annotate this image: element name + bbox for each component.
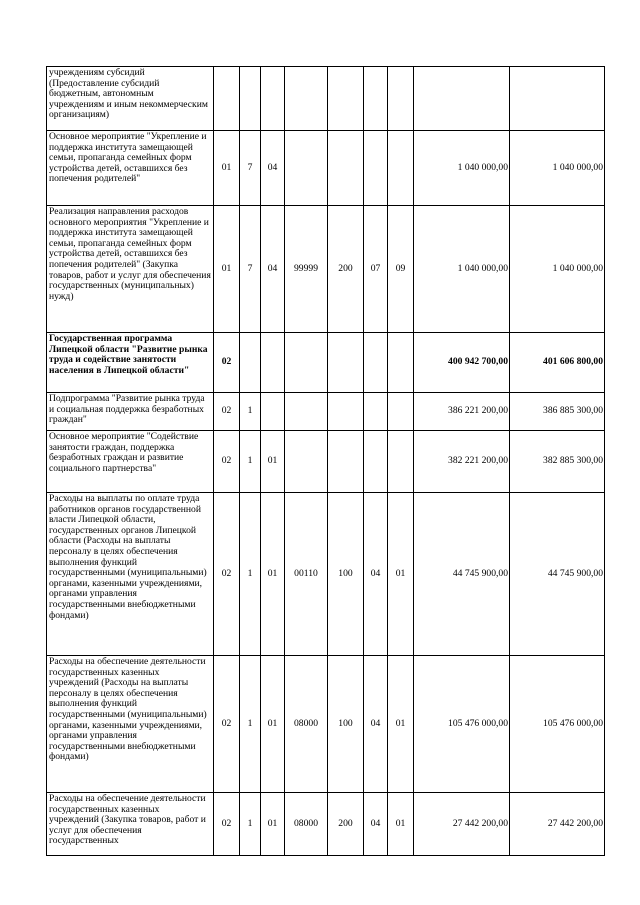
row-description: Расходы на выплаты по оплате труда работников органов государственной власти Липецкой области, государственных органов Липецкой области (Расходы на выплаты персоналу в целях обеспечения выполнения функций государственными (муниципальными) органами, казенными учреждениями, органами управления государственными внебюджетными фондами): [47, 493, 214, 656]
direction-code: 08000: [285, 793, 328, 856]
amount-year-1: 386 221 200,00: [414, 393, 510, 431]
amount-year-1: 400 942 700,00: [414, 333, 510, 393]
program-code: 02: [214, 793, 240, 856]
row-description: учреждениям субсидий (Предоставление субсидий бюджетным, автономным учреждениям и иным некоммерческим организациям): [47, 67, 214, 131]
table-row: [47, 431, 605, 493]
subsection-code: [388, 67, 414, 131]
row-description: Государственная программа Липецкой области "Развитие рынка труда и содействие занятости населения в Липецкой области": [47, 333, 214, 393]
subprogram-code: [240, 67, 261, 131]
table-row: [47, 793, 605, 856]
amount-year-1: 44 745 900,00: [414, 493, 510, 656]
activity-code: 01: [261, 793, 285, 856]
program-code: 02: [214, 333, 240, 393]
table-row: [47, 333, 605, 393]
subprogram-code: 1: [240, 393, 261, 431]
direction-code: [285, 333, 328, 393]
table-row: [47, 393, 605, 431]
amount-year-2: 386 885 300,00: [510, 393, 605, 431]
table-row: [47, 493, 605, 656]
budget-table-body: [47, 67, 605, 856]
activity-code: [261, 393, 285, 431]
amount-year-2: 27 442 200,00: [510, 793, 605, 856]
direction-code: [285, 393, 328, 431]
section-code: [364, 131, 388, 206]
subprogram-code: 1: [240, 431, 261, 493]
row-description: Расходы на обеспечение деятельности государственных казенных учреждений (Закупка товаров, работ и услуг для обеспечения государственных: [47, 793, 214, 856]
section-code: 04: [364, 656, 388, 793]
amount-year-1: 105 476 000,00: [414, 656, 510, 793]
amount-year-1: [414, 67, 510, 131]
section-code: [364, 67, 388, 131]
expense-type-code: 200: [328, 206, 364, 333]
table-row: [47, 206, 605, 333]
expense-type-code: [328, 131, 364, 206]
amount-year-2: 401 606 800,00: [510, 333, 605, 393]
row-description: Основное мероприятие "Укрепление и поддержка института замещающей семьи, пропаганда семейных форм устройства детей, оставшихся без попечения родителей": [47, 131, 214, 206]
subsection-code: 01: [388, 656, 414, 793]
row-description: Подпрограмма "Развитие рынка труда и социальная поддержка безработных граждан": [47, 393, 214, 431]
section-code: 04: [364, 493, 388, 656]
amount-year-2: 1 040 000,00: [510, 206, 605, 333]
program-code: 02: [214, 656, 240, 793]
subsection-code: [388, 131, 414, 206]
section-code: [364, 431, 388, 493]
row-description: Основное мероприятие "Содействие занятости граждан, поддержка безработных граждан и развитие социального партнерства": [47, 431, 214, 493]
subsection-code: [388, 393, 414, 431]
activity-code: 01: [261, 493, 285, 656]
activity-code: [261, 333, 285, 393]
amount-year-1: 1 040 000,00: [414, 206, 510, 333]
program-code: [214, 67, 240, 131]
direction-code: 99999: [285, 206, 328, 333]
program-code: 02: [214, 431, 240, 493]
activity-code: 01: [261, 431, 285, 493]
expense-type-code: [328, 431, 364, 493]
program-code: 01: [214, 206, 240, 333]
subsection-code: 01: [388, 493, 414, 656]
amount-year-1: 382 221 200,00: [414, 431, 510, 493]
amount-year-1: 27 442 200,00: [414, 793, 510, 856]
subsection-code: [388, 431, 414, 493]
activity-code: [261, 67, 285, 131]
amount-year-2: 105 476 000,00: [510, 656, 605, 793]
amount-year-2: 44 745 900,00: [510, 493, 605, 656]
subprogram-code: 1: [240, 656, 261, 793]
row-description: Расходы на обеспечение деятельности государственных казенных учреждений (Расходы на выплаты персоналу в целях обеспечения выполнения функций государственными (муниципальными) органами, казенными учреждениями, органами управления государственными внебюджетными фондами): [47, 656, 214, 793]
direction-code: [285, 431, 328, 493]
subsection-code: 01: [388, 793, 414, 856]
section-code: 04: [364, 793, 388, 856]
table-row: [47, 131, 605, 206]
amount-year-2: 1 040 000,00: [510, 131, 605, 206]
amount-year-2: [510, 67, 605, 131]
table-row: [47, 67, 605, 131]
subprogram-code: 1: [240, 493, 261, 656]
direction-code: 08000: [285, 656, 328, 793]
program-code: 02: [214, 393, 240, 431]
budget-table: [46, 66, 605, 856]
subsection-code: [388, 333, 414, 393]
subprogram-code: [240, 333, 261, 393]
expense-type-code: [328, 333, 364, 393]
direction-code: [285, 131, 328, 206]
row-description: Реализация направления расходов основного мероприятия "Укрепление и поддержка института замещающей семьи, пропаганда семейных форм устройства детей, оставшихся без попечения родителей" (Закупка товаров, работ и услуг для обеспечения государственных (муниципальных) нужд): [47, 206, 214, 333]
section-code: 07: [364, 206, 388, 333]
subprogram-code: 7: [240, 131, 261, 206]
program-code: 01: [214, 131, 240, 206]
expense-type-code: 100: [328, 493, 364, 656]
activity-code: 04: [261, 131, 285, 206]
expense-type-code: [328, 393, 364, 431]
expense-type-code: 200: [328, 793, 364, 856]
activity-code: 04: [261, 206, 285, 333]
subprogram-code: 1: [240, 793, 261, 856]
activity-code: 01: [261, 656, 285, 793]
program-code: 02: [214, 493, 240, 656]
subsection-code: 09: [388, 206, 414, 333]
amount-year-1: 1 040 000,00: [414, 131, 510, 206]
direction-code: 00110: [285, 493, 328, 656]
expense-type-code: [328, 67, 364, 131]
section-code: [364, 333, 388, 393]
section-code: [364, 393, 388, 431]
subprogram-code: 7: [240, 206, 261, 333]
table-row: [47, 656, 605, 793]
amount-year-2: 382 885 300,00: [510, 431, 605, 493]
expense-type-code: 100: [328, 656, 364, 793]
direction-code: [285, 67, 328, 131]
